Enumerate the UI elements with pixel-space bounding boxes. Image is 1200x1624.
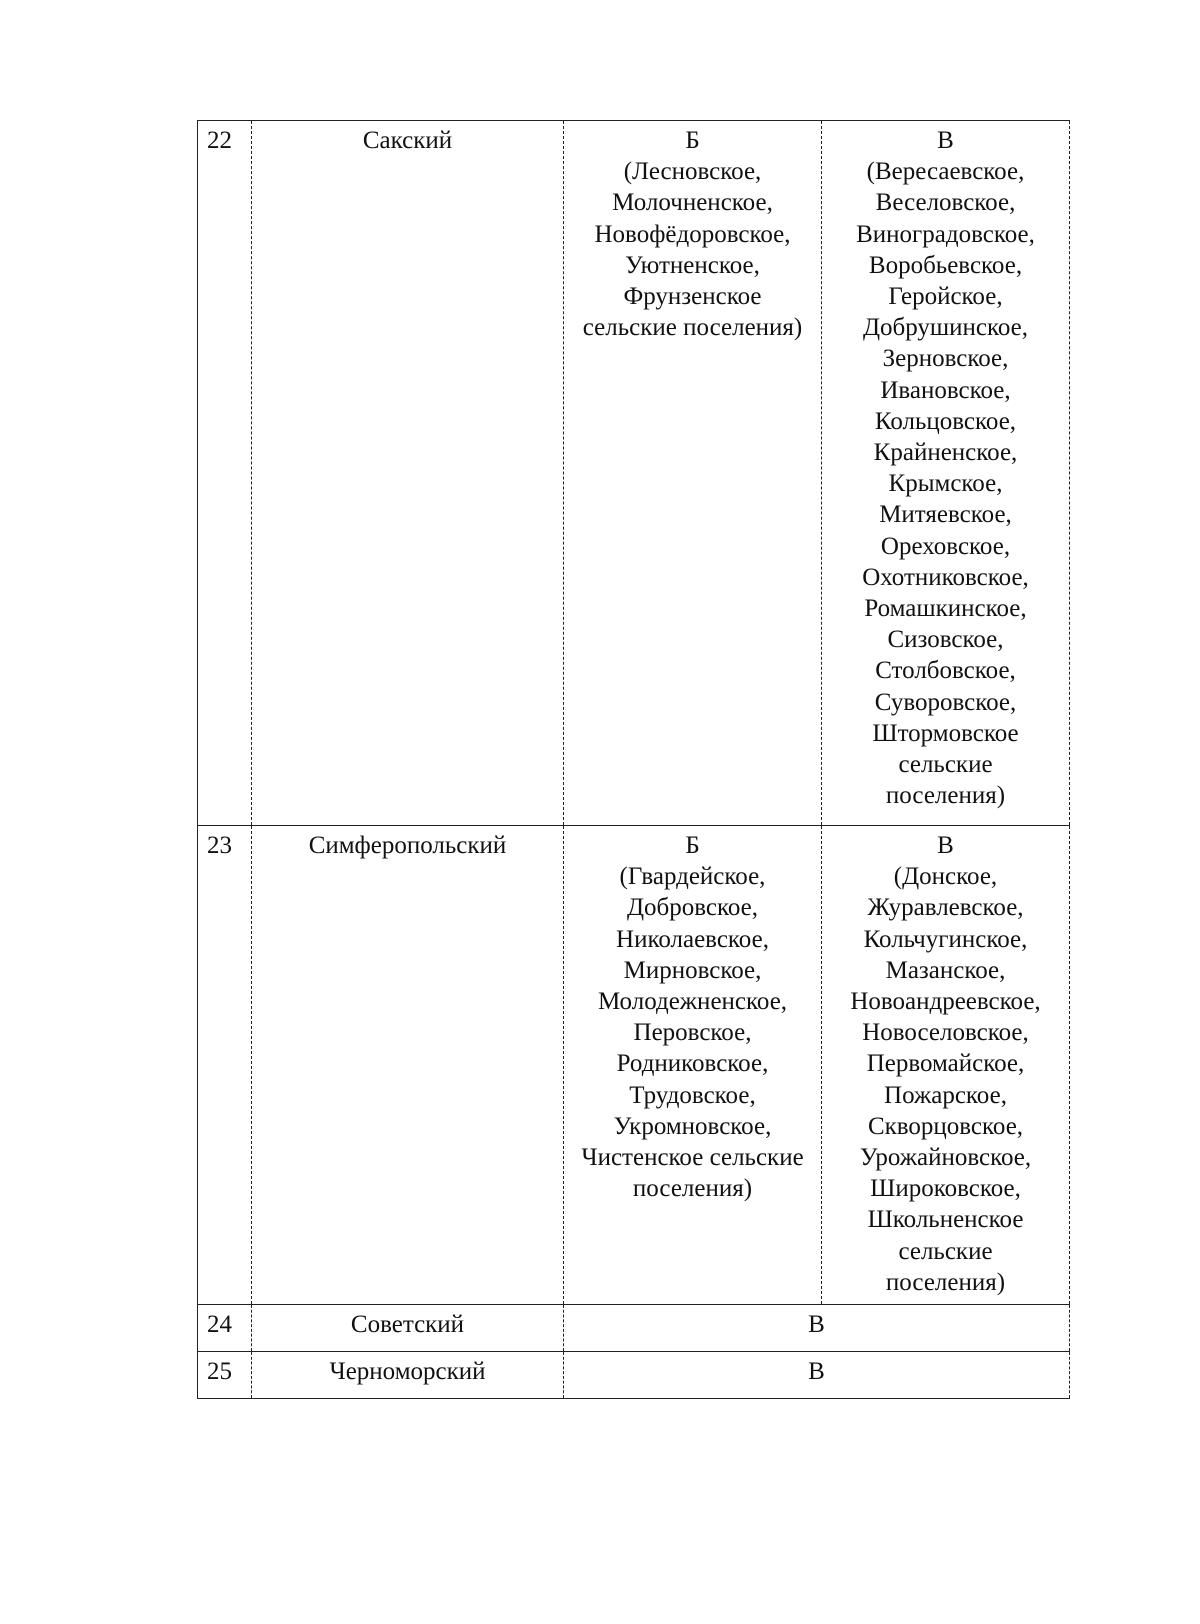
merged-category-cell: В — [564, 1305, 1070, 1352]
merged-category-cell: В — [564, 1352, 1070, 1399]
region-name: Сакский — [252, 121, 564, 826]
settlement-line: (Лесновское, — [623, 158, 762, 186]
settlement-line: сельские поселения) — [582, 314, 803, 342]
settlement-line: Трудовское, — [629, 1081, 756, 1109]
settlement-line: поселения) — [885, 782, 1006, 810]
settlement-line: Школьненское — [867, 1206, 1024, 1234]
settlement-line: Веселовское, — [875, 189, 1016, 217]
settlement-line: Столбовское, — [875, 657, 1016, 685]
row-number: 24 — [198, 1305, 252, 1352]
table-row — [198, 826, 1070, 1305]
settlement-line: Широковское, — [870, 1175, 1021, 1203]
settlement-line: Ивановское, — [880, 376, 1011, 404]
settlement-line: Пожарское, — [884, 1081, 1007, 1109]
category-b-cell — [564, 121, 822, 826]
settlement-line: Виноградовское, — [856, 220, 1035, 248]
category-letter: Б — [685, 832, 700, 859]
settlement-line: Новоандреевское, — [850, 988, 1041, 1016]
settlement-line: сельские — [898, 751, 993, 779]
settlement-line: Охотниковское, — [862, 563, 1029, 591]
settlement-line: Ромашкинское, — [864, 595, 1027, 623]
settlement-line: сельские — [898, 1237, 993, 1265]
settlement-line: Чистенское сельские — [581, 1144, 804, 1172]
row-number: 25 — [198, 1352, 252, 1399]
settlement-line: (Донское, — [893, 863, 998, 891]
settlement-line: Первомайское, — [866, 1050, 1025, 1078]
row-number: 22 — [198, 121, 252, 826]
settlement-line: (Вересаевское, — [866, 158, 1025, 186]
settlement-line: Ореховское, — [880, 532, 1011, 560]
settlement-line: Митяевское, — [879, 501, 1012, 529]
category-letter: Б — [685, 127, 700, 154]
settlement-line: Укромновское, — [613, 1112, 772, 1140]
settlement-line: Мирновское, — [623, 956, 762, 984]
settlement-line: Новофёдоровское, — [594, 220, 791, 248]
settlement-line: Штормовское — [872, 719, 1019, 747]
category-b-cell — [564, 826, 822, 1305]
category-letter: В — [937, 832, 954, 859]
settlement-line: Новоселовское, — [862, 1019, 1029, 1047]
category-c-cell — [822, 121, 1070, 826]
region-name: Черноморский — [252, 1352, 564, 1399]
settlement-line: Скворцовское, — [867, 1112, 1024, 1140]
settlement-line: Суворовское, — [874, 688, 1017, 716]
settlement-line: Молочненское, — [612, 189, 773, 217]
settlement-line: Уютненское, — [625, 251, 760, 279]
settlement-line: Добровское, — [626, 894, 759, 922]
settlement-line: поселения) — [885, 1268, 1006, 1296]
table-row — [198, 1305, 1070, 1352]
settlement-line: (Гвардейское, — [619, 863, 766, 891]
settlement-line: Фрунзенское — [623, 283, 762, 311]
settlement-line: Урожайновское, — [859, 1144, 1032, 1172]
row-number: 23 — [198, 826, 252, 1305]
settlement-line: Николаевское, — [616, 925, 769, 953]
region-name: Советский — [252, 1305, 564, 1352]
region-name: Симферопольский — [252, 826, 564, 1305]
table-row — [198, 1352, 1070, 1399]
settlement-line: Крымское, — [888, 470, 1003, 498]
settlement-line: Кольчугинское, — [863, 925, 1028, 953]
settlement-line: Добрушинское, — [862, 314, 1029, 342]
settlement-line: Журавлевское, — [867, 894, 1024, 922]
settlement-line: Крайненское, — [873, 439, 1018, 467]
settlement-line: Перовское, — [633, 1019, 752, 1047]
settlement-line: Воробьевское, — [868, 251, 1023, 279]
settlement-line: Геройское, — [888, 283, 1003, 311]
category-letter: В — [937, 127, 954, 154]
settlements-table — [197, 120, 1070, 1399]
settlement-line: Мазанское, — [885, 956, 1006, 984]
settlement-line: Зерновское, — [882, 345, 1009, 373]
settlement-line: Родниковское, — [616, 1050, 769, 1078]
category-c-cell — [822, 826, 1070, 1305]
settlement-line: Молодежненское, — [597, 988, 788, 1016]
table-row — [198, 121, 1070, 826]
settlement-line: Сизовское, — [887, 626, 1004, 654]
settlement-line: Кольцовское, — [874, 407, 1017, 435]
settlement-line: поселения) — [632, 1175, 753, 1203]
